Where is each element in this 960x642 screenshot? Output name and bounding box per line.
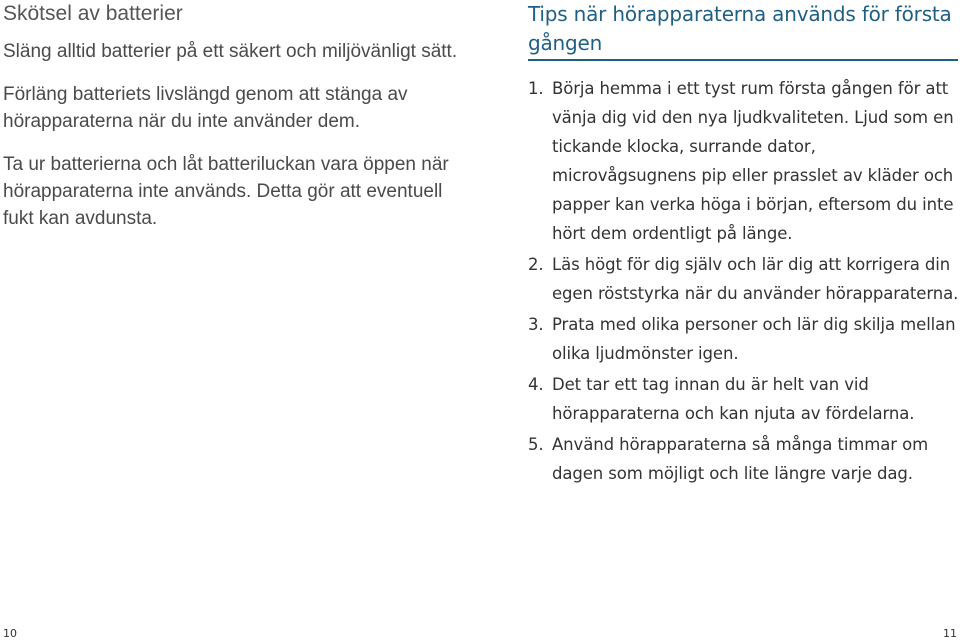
tip-text: Läs högt för dig själv och lär dig att korrigera din egen röststyrka när du använder hörapparaterna. <box>552 255 959 303</box>
tip-number: 5. <box>528 435 544 454</box>
section-title: Skötsel av batterier <box>3 2 183 25</box>
paragraph-lifespan: Förläng batteriets livslängd genom att stänga av hörapparaterna när du inte använder dem. <box>3 84 408 132</box>
paragraph-moisture: Ta ur batterierna och låt batteriluckan vara öppen när hörapparaterna inte används. Detta gör att eventuell fukt kan avdunsta. <box>3 154 449 229</box>
heading-divider <box>528 59 958 61</box>
tip-number: 1. <box>528 79 544 98</box>
tips-heading: Tips när hörapparaterna används för första gången <box>528 2 952 55</box>
tip-text: Använd hörapparaterna så många timmar om dagen som möjligt och lite längre varje dag. <box>552 435 929 483</box>
tips-list <box>528 74 960 488</box>
tip-number: 4. <box>528 375 544 394</box>
tip-item <box>528 310 960 368</box>
right-column <box>528 0 960 488</box>
left-column <box>3 0 473 232</box>
paragraph-disposal: Släng alltid batterier på ett säkert och miljövänligt sätt. <box>3 41 458 62</box>
tip-item <box>528 370 960 428</box>
tip-text: Prata med olika personer och lär dig skilja mellan olika ljudmönster igen. <box>552 315 956 363</box>
page-number-right: 11 <box>943 627 957 640</box>
tip-item <box>528 430 960 488</box>
page-number-left: 10 <box>3 627 17 640</box>
tip-number: 3. <box>528 315 544 334</box>
tip-item <box>528 74 960 248</box>
tip-item <box>528 250 960 308</box>
tip-text: Börja hemma i ett tyst rum första gången för att vänja dig vid den nya ljudkvaliteten. Ljud som en tickande klocka, surrande dator, microvågsugnens pip eller prasslet av kläder och papper kan verka höga i början, eftersom du inte hört dem ordentligt på länge. <box>552 79 954 243</box>
tip-number: 2. <box>528 255 544 274</box>
tip-text: Det tar ett tag innan du är helt van vid hörapparaterna och kan njuta av fördelarna. <box>552 375 915 423</box>
